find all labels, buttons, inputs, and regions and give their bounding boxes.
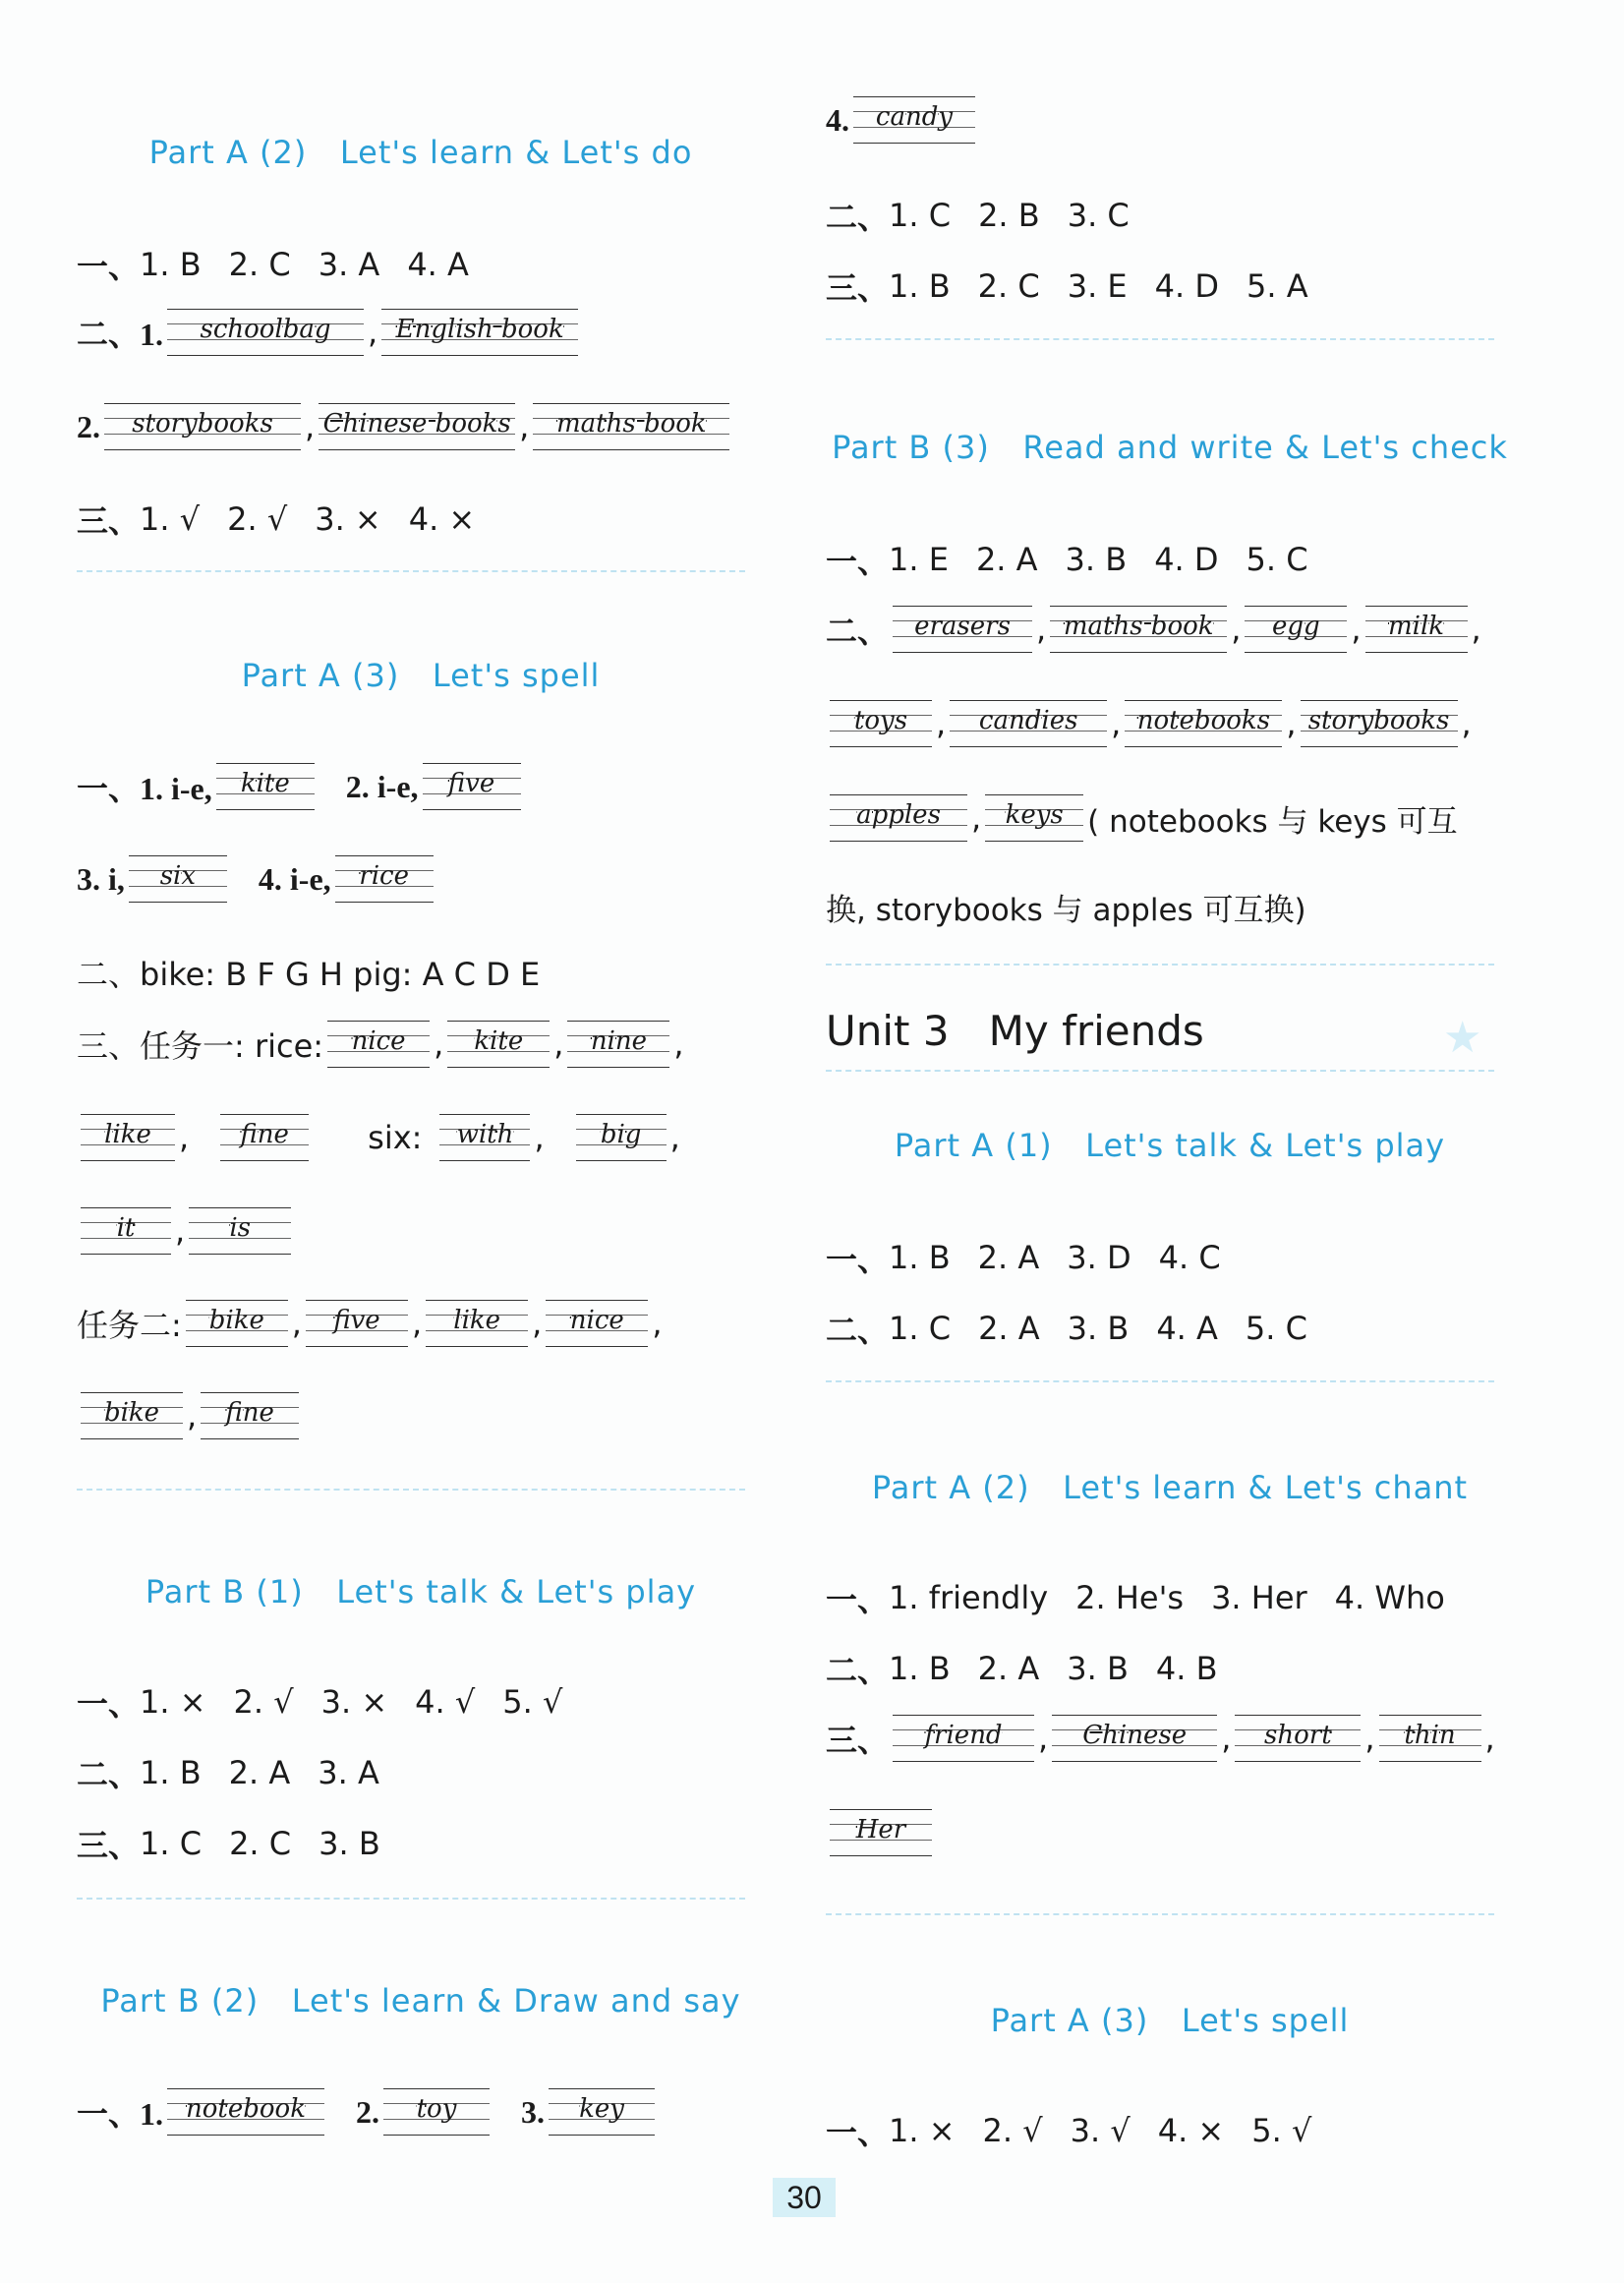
section-title-a2: Part A (2) Let's learn & Let's do (148, 134, 693, 171)
handwritten-answer: key (549, 2088, 655, 2136)
answer-row (826, 1809, 936, 1856)
answer-row: 三、 1. √ 2. √ 3. × 4. × (77, 500, 476, 539)
handwritten-answer: candy (853, 96, 975, 144)
answer-row: 二、bike: B F G H pig: A C D E (77, 956, 541, 993)
section-title-u3-a3: Part A (3) Let's spell (990, 2002, 1350, 2039)
answer-row: like , fine six: with , big , (77, 1114, 680, 1161)
handwritten-answer: maths book (533, 403, 729, 450)
answer-row: 一、 1. E 2. A 3. B 4. D 5. C (826, 541, 1308, 579)
answer-row: 2. storybooks , Chinese books , maths book (77, 403, 733, 450)
answer-row: 二、 1. B 2. A 3. A (77, 1754, 379, 1792)
section-title-b2: Part B (2) Let's learn & Draw and say (100, 1982, 741, 2020)
section-divider (826, 1380, 1494, 1382)
handwritten-answer: notebooks (1125, 700, 1282, 747)
answer-row: 三、任务一: rice: nice , kite , nine , (77, 1021, 684, 1068)
answer-row: apples , keys ( notebooks 与 keys 可互 (826, 794, 1458, 842)
unit-title: Unit 3 My friends (826, 1007, 1204, 1055)
handwritten-answer: five (306, 1300, 408, 1347)
handwritten-answer: Chinese (1052, 1715, 1217, 1762)
page-number: 30 (773, 2178, 836, 2217)
handwritten-answer: schoolbag (167, 309, 364, 356)
handwritten-answer: toys (830, 700, 932, 747)
handwritten-answer: rice (335, 855, 434, 903)
handwritten-answer: bike (81, 1392, 183, 1439)
section-divider (77, 1898, 745, 1900)
handwritten-answer: notebook (167, 2088, 324, 2136)
handwritten-answer: candies (950, 700, 1107, 747)
answer-row: 三、 friend , Chinese , short , thin , (826, 1715, 1495, 1762)
answer-row: 一、1. notebook 2. toy 3. key (77, 2088, 659, 2136)
handwritten-answer: Chinese books (319, 403, 515, 450)
answer-row: 3. i, six 4. i-e, rice (77, 855, 437, 903)
handwritten-answer: storybooks (104, 403, 301, 450)
handwritten-answer: storybooks (1301, 700, 1458, 747)
handwritten-answer: erasers (893, 606, 1032, 653)
handwritten-answer: big (576, 1114, 667, 1161)
answer-row: 二、 erasers , maths book , egg , milk , (826, 606, 1481, 653)
section-divider (826, 1913, 1494, 1915)
unit-divider (826, 1070, 1494, 1072)
answer-row: 二、1. schoolbag , English book (77, 309, 582, 356)
answer-row: 一、1. i-e, kite 2. i-e, five (77, 763, 525, 810)
handwritten-answer: like (81, 1114, 175, 1161)
section-title-u3-a1: Part A (1) Let's talk & Let's play (894, 1127, 1446, 1164)
section-title-a3: Part A (3) Let's spell (241, 657, 601, 694)
answer-row: 三、 1. B 2. C 3. E 4. D 5. A (826, 267, 1308, 306)
answer-row: 换, storybooks 与 apples 可互换) (826, 893, 1306, 928)
section-divider (826, 338, 1494, 340)
answer-row: 三、 1. C 2. C 3. B (77, 1825, 380, 1863)
section-divider (77, 570, 745, 572)
handwritten-answer: is (189, 1207, 291, 1255)
handwritten-answer: milk (1365, 606, 1468, 653)
answer-row: it , is (77, 1207, 295, 1255)
answer-row: 一、 1. B 2. A 3. D 4. C (826, 1239, 1221, 1277)
handwritten-answer: kite (447, 1021, 550, 1068)
answer-row: 一、 1. × 2. √ 3. × 4. √ 5. √ (77, 1683, 563, 1722)
handwritten-answer: English book (381, 309, 578, 356)
section-divider (826, 964, 1494, 966)
handwritten-answer: kite (216, 763, 315, 810)
answer-row: 二、 1. C 2. A 3. B 4. A 5. C (826, 1310, 1307, 1348)
section-title-u3-a2: Part A (2) Let's learn & Let's chant (871, 1469, 1469, 1506)
answer-row: 一、 1. × 2. √ 3. √ 4. × 5. √ (826, 2112, 1312, 2150)
handwritten-answer: nine (567, 1021, 669, 1068)
handwritten-answer: friend (893, 1715, 1034, 1762)
handwritten-answer: five (423, 763, 521, 810)
handwritten-answer: fine (201, 1392, 299, 1439)
section-divider (77, 1489, 745, 1491)
handwritten-answer: nice (546, 1300, 648, 1347)
star-icon: ★ (1443, 1013, 1482, 1063)
answer-row: bike , fine (77, 1392, 303, 1439)
answer-row: 一、 1. B 2. C 3. A 4. A (77, 246, 469, 284)
handwritten-answer: it (81, 1207, 171, 1255)
handwritten-answer: nice (327, 1021, 430, 1068)
handwritten-answer: maths book (1050, 606, 1227, 653)
handwritten-answer: bike (186, 1300, 288, 1347)
handwritten-answer: short (1235, 1715, 1361, 1762)
section-title-b3: Part B (3) Read and write & Let's check (832, 429, 1508, 466)
handwritten-answer: fine (220, 1114, 309, 1161)
handwritten-answer: six (129, 855, 227, 903)
handwritten-answer: egg (1245, 606, 1347, 653)
answer-row: 二、 1. C 2. B 3. C (826, 197, 1130, 235)
handwritten-answer: toy (383, 2088, 490, 2136)
handwritten-answer: thin (1379, 1715, 1481, 1762)
handwritten-answer: like (426, 1300, 528, 1347)
section-title-b1: Part B (1) Let's talk & Let's play (145, 1573, 697, 1610)
answer-row: 二、 1. B 2. A 3. B 4. B (826, 1650, 1218, 1688)
answer-row: 4. candy (826, 96, 979, 144)
answer-row: 任务二: bike , five , like , nice , (77, 1300, 662, 1347)
answer-row: 一、 1. friendly 2. He's 3. Her 4. Who (826, 1579, 1445, 1617)
answer-row: toys , candies , notebooks , storybooks , (826, 700, 1472, 747)
handwritten-answer: Her (830, 1809, 932, 1856)
handwritten-answer: keys (985, 794, 1083, 842)
handwritten-answer: apples (830, 794, 967, 842)
handwritten-answer: with (439, 1114, 530, 1161)
